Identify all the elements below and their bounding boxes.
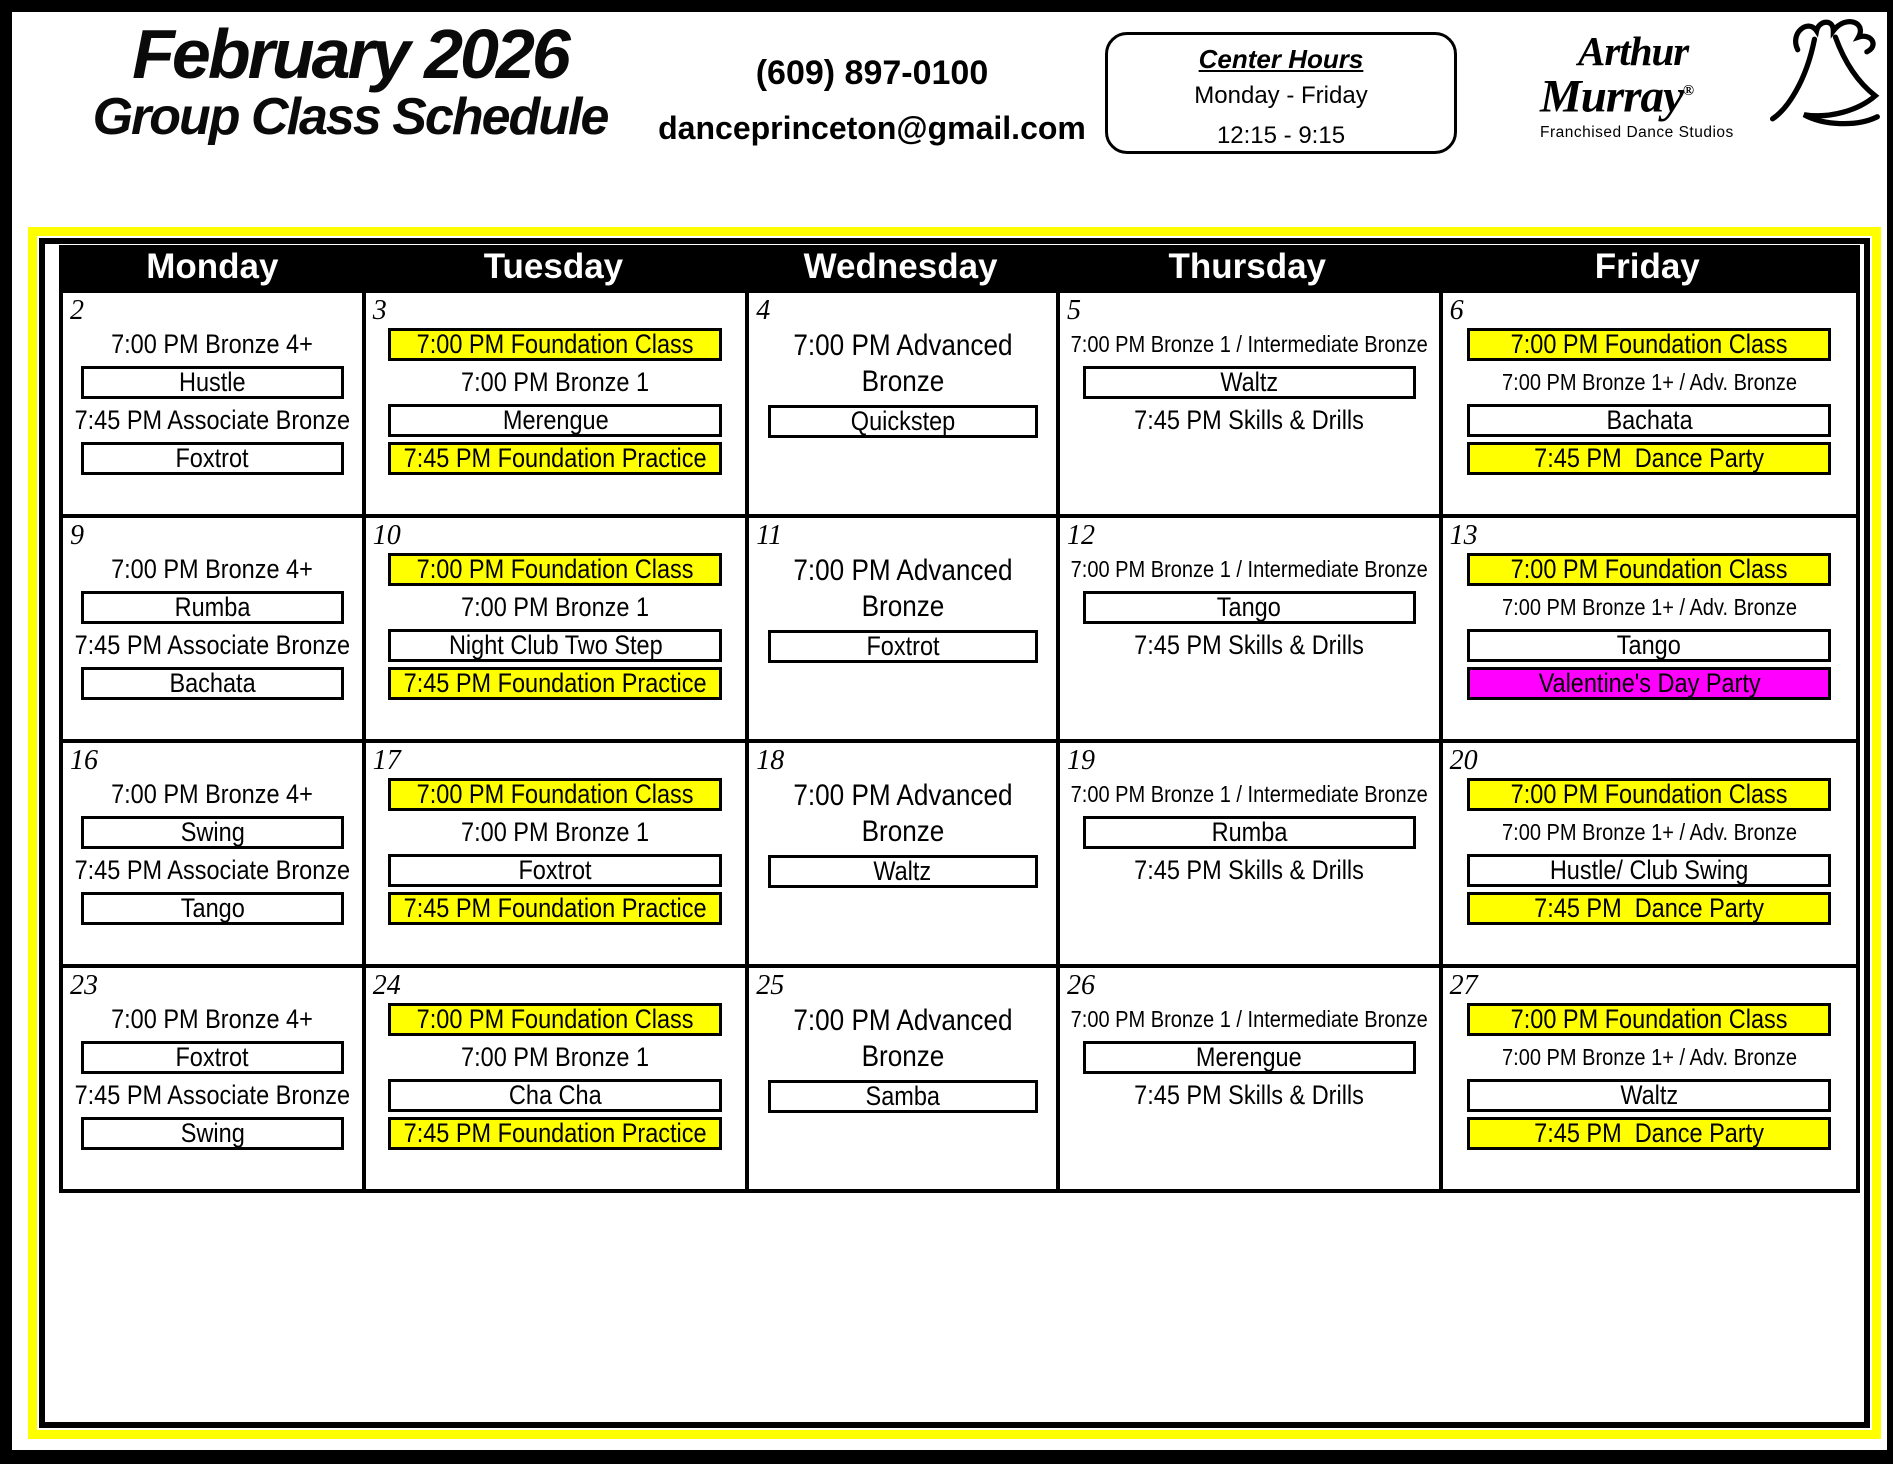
class-entry: Tango (1083, 591, 1416, 624)
calendar-day-cell (1056, 514, 1439, 739)
page-header (12, 12, 1887, 227)
calendar-frame (28, 227, 1881, 1439)
day-number: 17 (372, 745, 401, 776)
class-entry: Cha Cha (388, 1079, 722, 1112)
class-entry: 7:00 PM Bronze 1+ / Adv. Bronze (1501, 819, 1797, 845)
class-entry: 7:00 PM Advanced Bronze (793, 779, 1013, 848)
class-entry: 7:00 PM Bronze 1 / Intermediate Bronze (1070, 781, 1428, 807)
class-entry: 7:00 PM Bronze 1+ / Adv. Bronze (1501, 369, 1797, 395)
calendar-day-cell (362, 289, 746, 514)
email-address: danceprinceton@gmail.com (658, 110, 1086, 146)
day-number: 6 (1449, 295, 1464, 326)
class-entry: Valentine's Day Party (1467, 667, 1831, 700)
class-entry: 7:00 PM Bronze 1 (461, 817, 650, 847)
class-entry: Tango (1467, 629, 1831, 662)
class-entry: 7:00 PM Bronze 1 / Intermediate Bronze (1070, 556, 1428, 582)
calendar-day-cell (362, 514, 746, 739)
class-entry: 7:00 PM Bronze 1 (461, 367, 650, 397)
class-entry: 7:00 PM Bronze 4+ (111, 329, 314, 359)
day-number: 16 (70, 745, 98, 776)
day-number: 25 (756, 970, 785, 1001)
day-number: 26 (1066, 970, 1095, 1001)
day-number: 19 (1066, 745, 1095, 776)
dancing-couple-icon (1767, 12, 1885, 144)
class-entry: Bachata (81, 667, 344, 700)
class-entry: 7:00 PM Foundation Class (388, 778, 722, 811)
class-entry: 7:45 PM Dance Party (1467, 1117, 1831, 1150)
logo-name-line1: Arthur (1578, 28, 1689, 74)
calendar-empty-area (59, 1193, 1860, 1422)
calendar-day-cell (1439, 739, 1856, 964)
day-number: 24 (372, 970, 401, 1001)
class-entry: 7:00 PM Bronze 4+ (111, 1004, 314, 1034)
logo-name-line2: Murray® (1540, 70, 1694, 123)
class-entry: Waltz (1467, 1079, 1831, 1112)
class-entry: Merengue (388, 404, 722, 437)
class-entry: Waltz (768, 855, 1038, 888)
class-entry: 7:00 PM Bronze 1 (461, 1042, 650, 1072)
class-entry: Swing (81, 816, 344, 849)
class-entry: 7:45 PM Foundation Practice (388, 1117, 722, 1150)
class-entry: 7:00 PM Bronze 4+ (111, 779, 314, 809)
calendar-day-cell (1439, 289, 1856, 514)
class-entry: Hustle (81, 366, 344, 399)
logo-wordmark (1540, 28, 1770, 142)
center-hours-box (1105, 32, 1457, 154)
day-number: 11 (756, 520, 783, 551)
day-number: 20 (1449, 745, 1478, 776)
day-number: 23 (70, 970, 98, 1001)
phone-number: (609) 897-0100 (755, 54, 989, 92)
contact-block (642, 54, 1102, 147)
center-hours-times: 12:15 - 9:15 (1216, 122, 1346, 149)
day-header-wednesday: Wednesday (745, 245, 1056, 289)
day-number: 12 (1066, 520, 1095, 551)
day-number: 18 (756, 745, 785, 776)
class-entry: Foxtrot (81, 1041, 344, 1074)
class-entry: 7:00 PM Foundation Class (1467, 328, 1831, 361)
class-entry: Rumba (81, 591, 344, 624)
title-subtitle: Group Class Schedule (92, 88, 608, 146)
calendar-day-cell (63, 739, 362, 964)
class-entry: 7:00 PM Bronze 4+ (111, 554, 314, 584)
class-entry: 7:45 PM Skills & Drills (1134, 1080, 1365, 1110)
class-entry: 7:00 PM Advanced Bronze (793, 554, 1013, 623)
title-month: February 2026 (132, 15, 568, 93)
center-hours-title: Center Hours (1198, 44, 1364, 74)
class-entry: 7:00 PM Foundation Class (1467, 1003, 1831, 1036)
class-entry: 7:00 PM Advanced Bronze (793, 1004, 1013, 1073)
class-entry: 7:00 PM Bronze 1 / Intermediate Bronze (1070, 331, 1428, 357)
class-entry: 7:00 PM Foundation Class (388, 553, 722, 586)
class-entry: 7:45 PM Foundation Practice (388, 892, 722, 925)
logo-tagline: Franchised Dance Studios (1540, 123, 1734, 141)
class-entry: Waltz (1083, 366, 1416, 399)
calendar-grid (59, 245, 1860, 1193)
day-header-friday: Friday (1439, 245, 1856, 289)
class-entry: 7:00 PM Foundation Class (388, 1003, 722, 1036)
class-entry: 7:45 PM Associate Bronze (74, 1080, 351, 1110)
calendar-day-cell (745, 514, 1056, 739)
day-number: 4 (756, 295, 771, 326)
class-entry: 7:45 PM Skills & Drills (1134, 630, 1365, 660)
class-entry: 7:45 PM Foundation Practice (388, 442, 722, 475)
class-entry: 7:45 PM Associate Bronze (74, 855, 351, 885)
calendar-day-cell (745, 739, 1056, 964)
page-title (40, 15, 660, 146)
day-number: 27 (1449, 970, 1478, 1001)
calendar-frame-inner (39, 238, 1870, 1428)
calendar-day-cell (1056, 964, 1439, 1189)
class-entry: 7:45 PM Skills & Drills (1134, 855, 1365, 885)
class-entry: 7:00 PM Foundation Class (1467, 553, 1831, 586)
class-entry: Foxtrot (388, 854, 722, 887)
day-header-tuesday: Tuesday (362, 245, 746, 289)
calendar-day-cell (1056, 739, 1439, 964)
class-entry: Foxtrot (81, 442, 344, 475)
class-entry: 7:00 PM Foundation Class (388, 328, 722, 361)
class-entry: Merengue (1083, 1041, 1416, 1074)
day-number: 10 (372, 520, 401, 551)
class-entry: Swing (81, 1117, 344, 1150)
class-entry: 7:00 PM Bronze 1+ / Adv. Bronze (1501, 594, 1797, 620)
calendar-day-cell (362, 739, 746, 964)
day-number: 3 (372, 295, 387, 326)
day-number: 13 (1449, 520, 1478, 551)
class-entry: Foxtrot (768, 630, 1038, 663)
calendar-day-cell (362, 964, 746, 1189)
day-number: 2 (70, 295, 84, 326)
class-entry: 7:45 PM Associate Bronze (74, 630, 351, 660)
class-entry: 7:00 PM Bronze 1+ / Adv. Bronze (1501, 1044, 1797, 1070)
class-entry: Night Club Two Step (388, 629, 722, 662)
day-number: 5 (1066, 295, 1081, 326)
day-header-monday: Monday (63, 245, 362, 289)
class-entry: 7:45 PM Foundation Practice (388, 667, 722, 700)
class-entry: 7:45 PM Skills & Drills (1134, 405, 1365, 435)
day-header-thursday: Thursday (1056, 245, 1439, 289)
class-entry: 7:00 PM Advanced Bronze (793, 329, 1013, 398)
class-entry: Tango (81, 892, 344, 925)
class-entry: Rumba (1083, 816, 1416, 849)
class-entry: 7:00 PM Bronze 1 / Intermediate Bronze (1070, 1006, 1428, 1032)
calendar-day-cell (1439, 514, 1856, 739)
calendar-day-cell (63, 514, 362, 739)
registered-trademark-icon: ® (1682, 83, 1694, 99)
class-entry: Hustle/ Club Swing (1467, 854, 1831, 887)
class-entry: 7:45 PM Dance Party (1467, 892, 1831, 925)
calendar-day-cell (63, 964, 362, 1189)
arthur-murray-logo (1540, 14, 1885, 164)
calendar-day-cell (745, 289, 1056, 514)
class-entry: 7:45 PM Dance Party (1467, 442, 1831, 475)
class-entry: Bachata (1467, 404, 1831, 437)
class-entry: 7:45 PM Associate Bronze (74, 405, 351, 435)
class-entry: 7:00 PM Foundation Class (1467, 778, 1831, 811)
calendar-day-cell (63, 289, 362, 514)
center-hours-days: Monday - Friday (1194, 82, 1368, 109)
calendar-day-cell (1439, 964, 1856, 1189)
calendar-day-cell (1056, 289, 1439, 514)
class-entry: Quickstep (768, 405, 1038, 438)
calendar-day-cell (745, 964, 1056, 1189)
day-number: 9 (70, 520, 84, 551)
class-entry: 7:00 PM Bronze 1 (461, 592, 650, 622)
class-entry: Samba (768, 1080, 1038, 1113)
